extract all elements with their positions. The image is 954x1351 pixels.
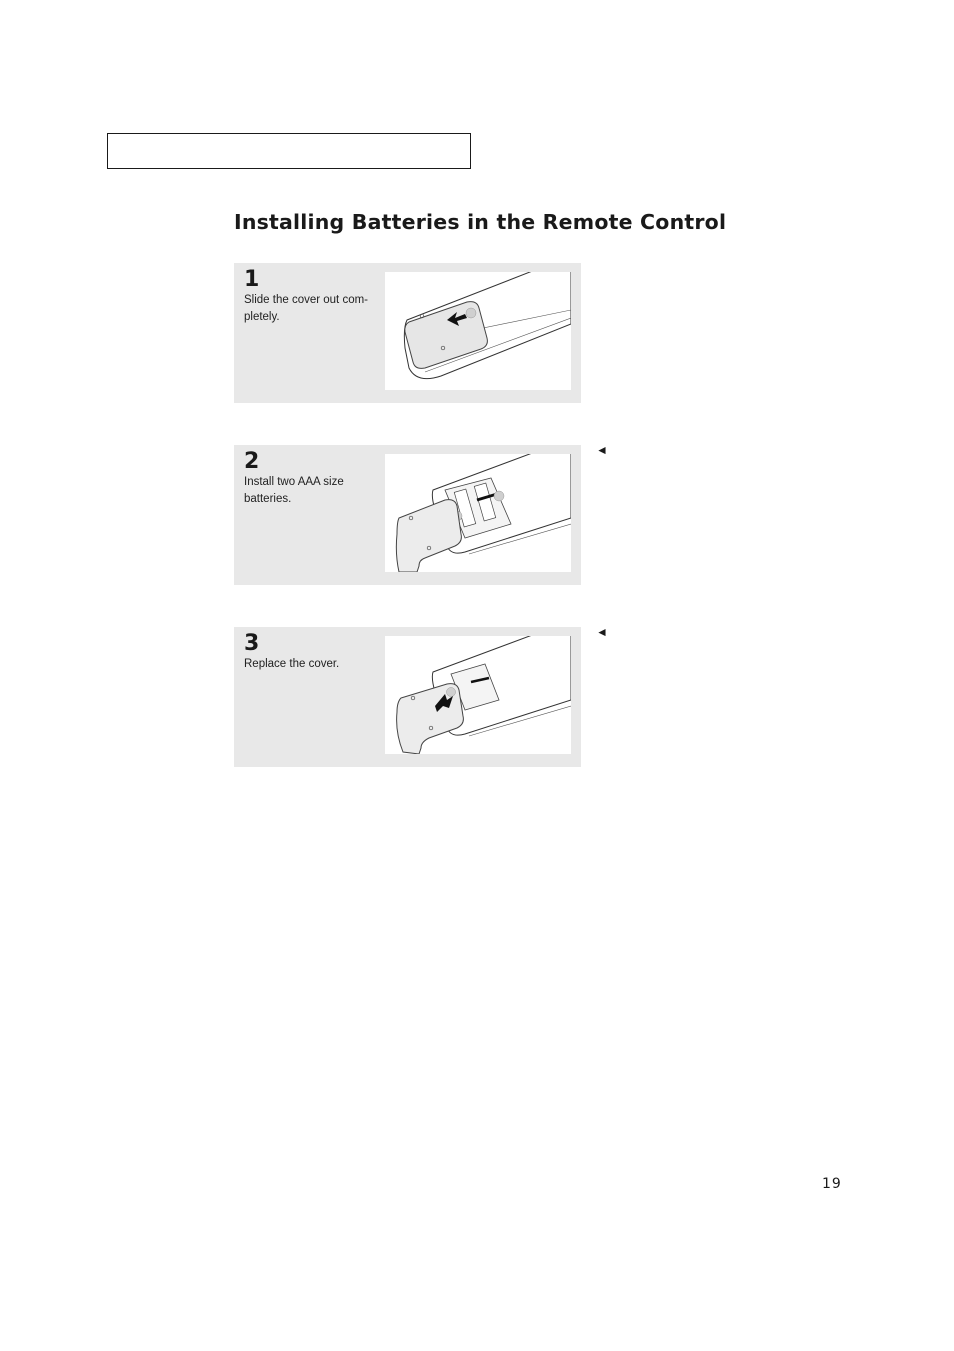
remote-slide-cover-illustration xyxy=(385,272,571,390)
remote-install-batteries-illustration xyxy=(385,454,571,572)
page-title: Installing Batteries in the Remote Control xyxy=(234,210,727,234)
step-number: 1 xyxy=(244,267,260,292)
note-arrow-icon: ◄ xyxy=(596,443,608,457)
step-3-panel xyxy=(234,627,581,767)
remote-replace-cover-illustration xyxy=(385,636,571,754)
step-instruction: Slide the cover out com-pletely. xyxy=(244,294,369,323)
step-instruction: Replace the cover. xyxy=(244,658,340,670)
note-arrow-icon: ◄ xyxy=(596,625,608,639)
step-instruction: Install two AAA size batteries. xyxy=(244,476,344,505)
step-number: 3 xyxy=(244,631,260,656)
page-number: 19 xyxy=(822,1176,842,1192)
section-header-box xyxy=(107,133,471,169)
step-2-panel xyxy=(234,445,581,585)
step-number: 2 xyxy=(244,449,260,474)
step-1-panel xyxy=(234,263,581,403)
